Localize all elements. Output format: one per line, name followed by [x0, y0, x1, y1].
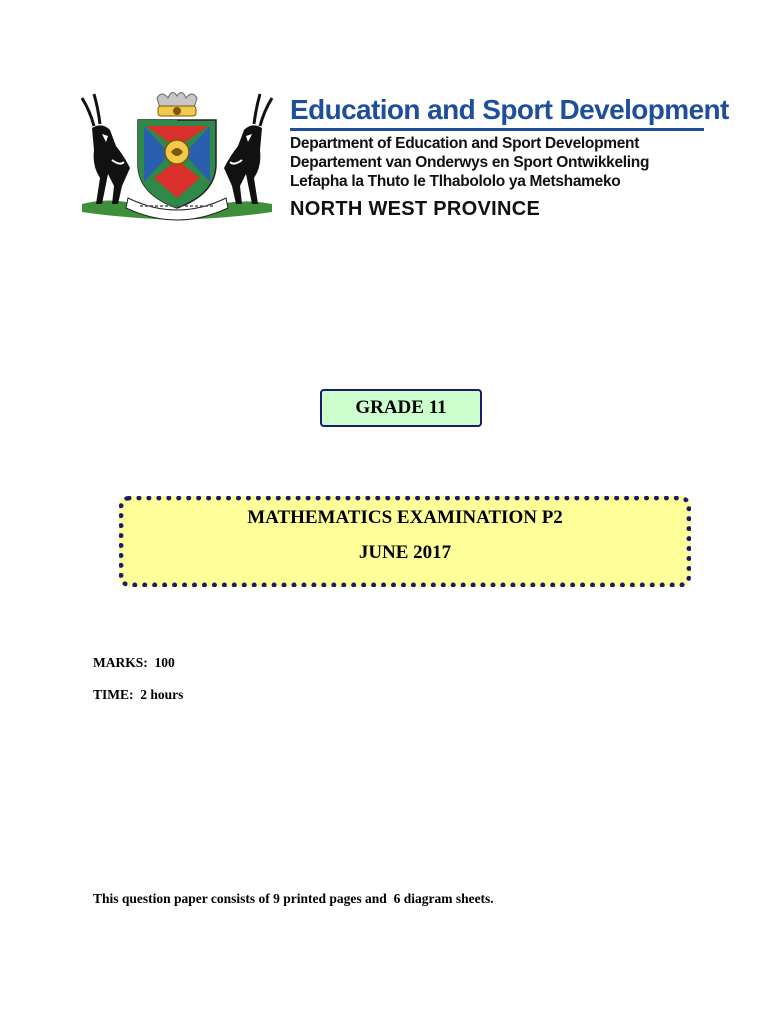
- coat-of-arms-icon: [72, 86, 282, 226]
- department-block: [290, 94, 729, 222]
- department-line-afrikaans: Departement van Onderwys en Sport Ontwikkeling: [290, 154, 650, 171]
- marks-total: MARKS: 100: [93, 655, 175, 670]
- department-title: Education and Sport Development: [290, 94, 729, 125]
- exam-title: MATHEMATICS EXAMINATION P2: [247, 507, 563, 528]
- department-line-setswana: Lefapha la Thuto le Tlhabololo ya Metshameko: [290, 173, 621, 190]
- department-line-english: Department of Education and Sport Development: [290, 135, 640, 152]
- department-divider: [290, 128, 704, 131]
- province-name: NORTH WEST PROVINCE: [290, 198, 541, 220]
- exam-date: JUNE 2017: [358, 542, 452, 563]
- time-allowed: TIME: 2 hours: [93, 687, 184, 702]
- page-header: [72, 86, 729, 234]
- grade-label: GRADE 11: [320, 389, 482, 427]
- exam-title-box: [119, 496, 691, 587]
- page-count-note: This question paper consists of 9 printed pages and 6 diagram sheets.: [93, 891, 494, 906]
